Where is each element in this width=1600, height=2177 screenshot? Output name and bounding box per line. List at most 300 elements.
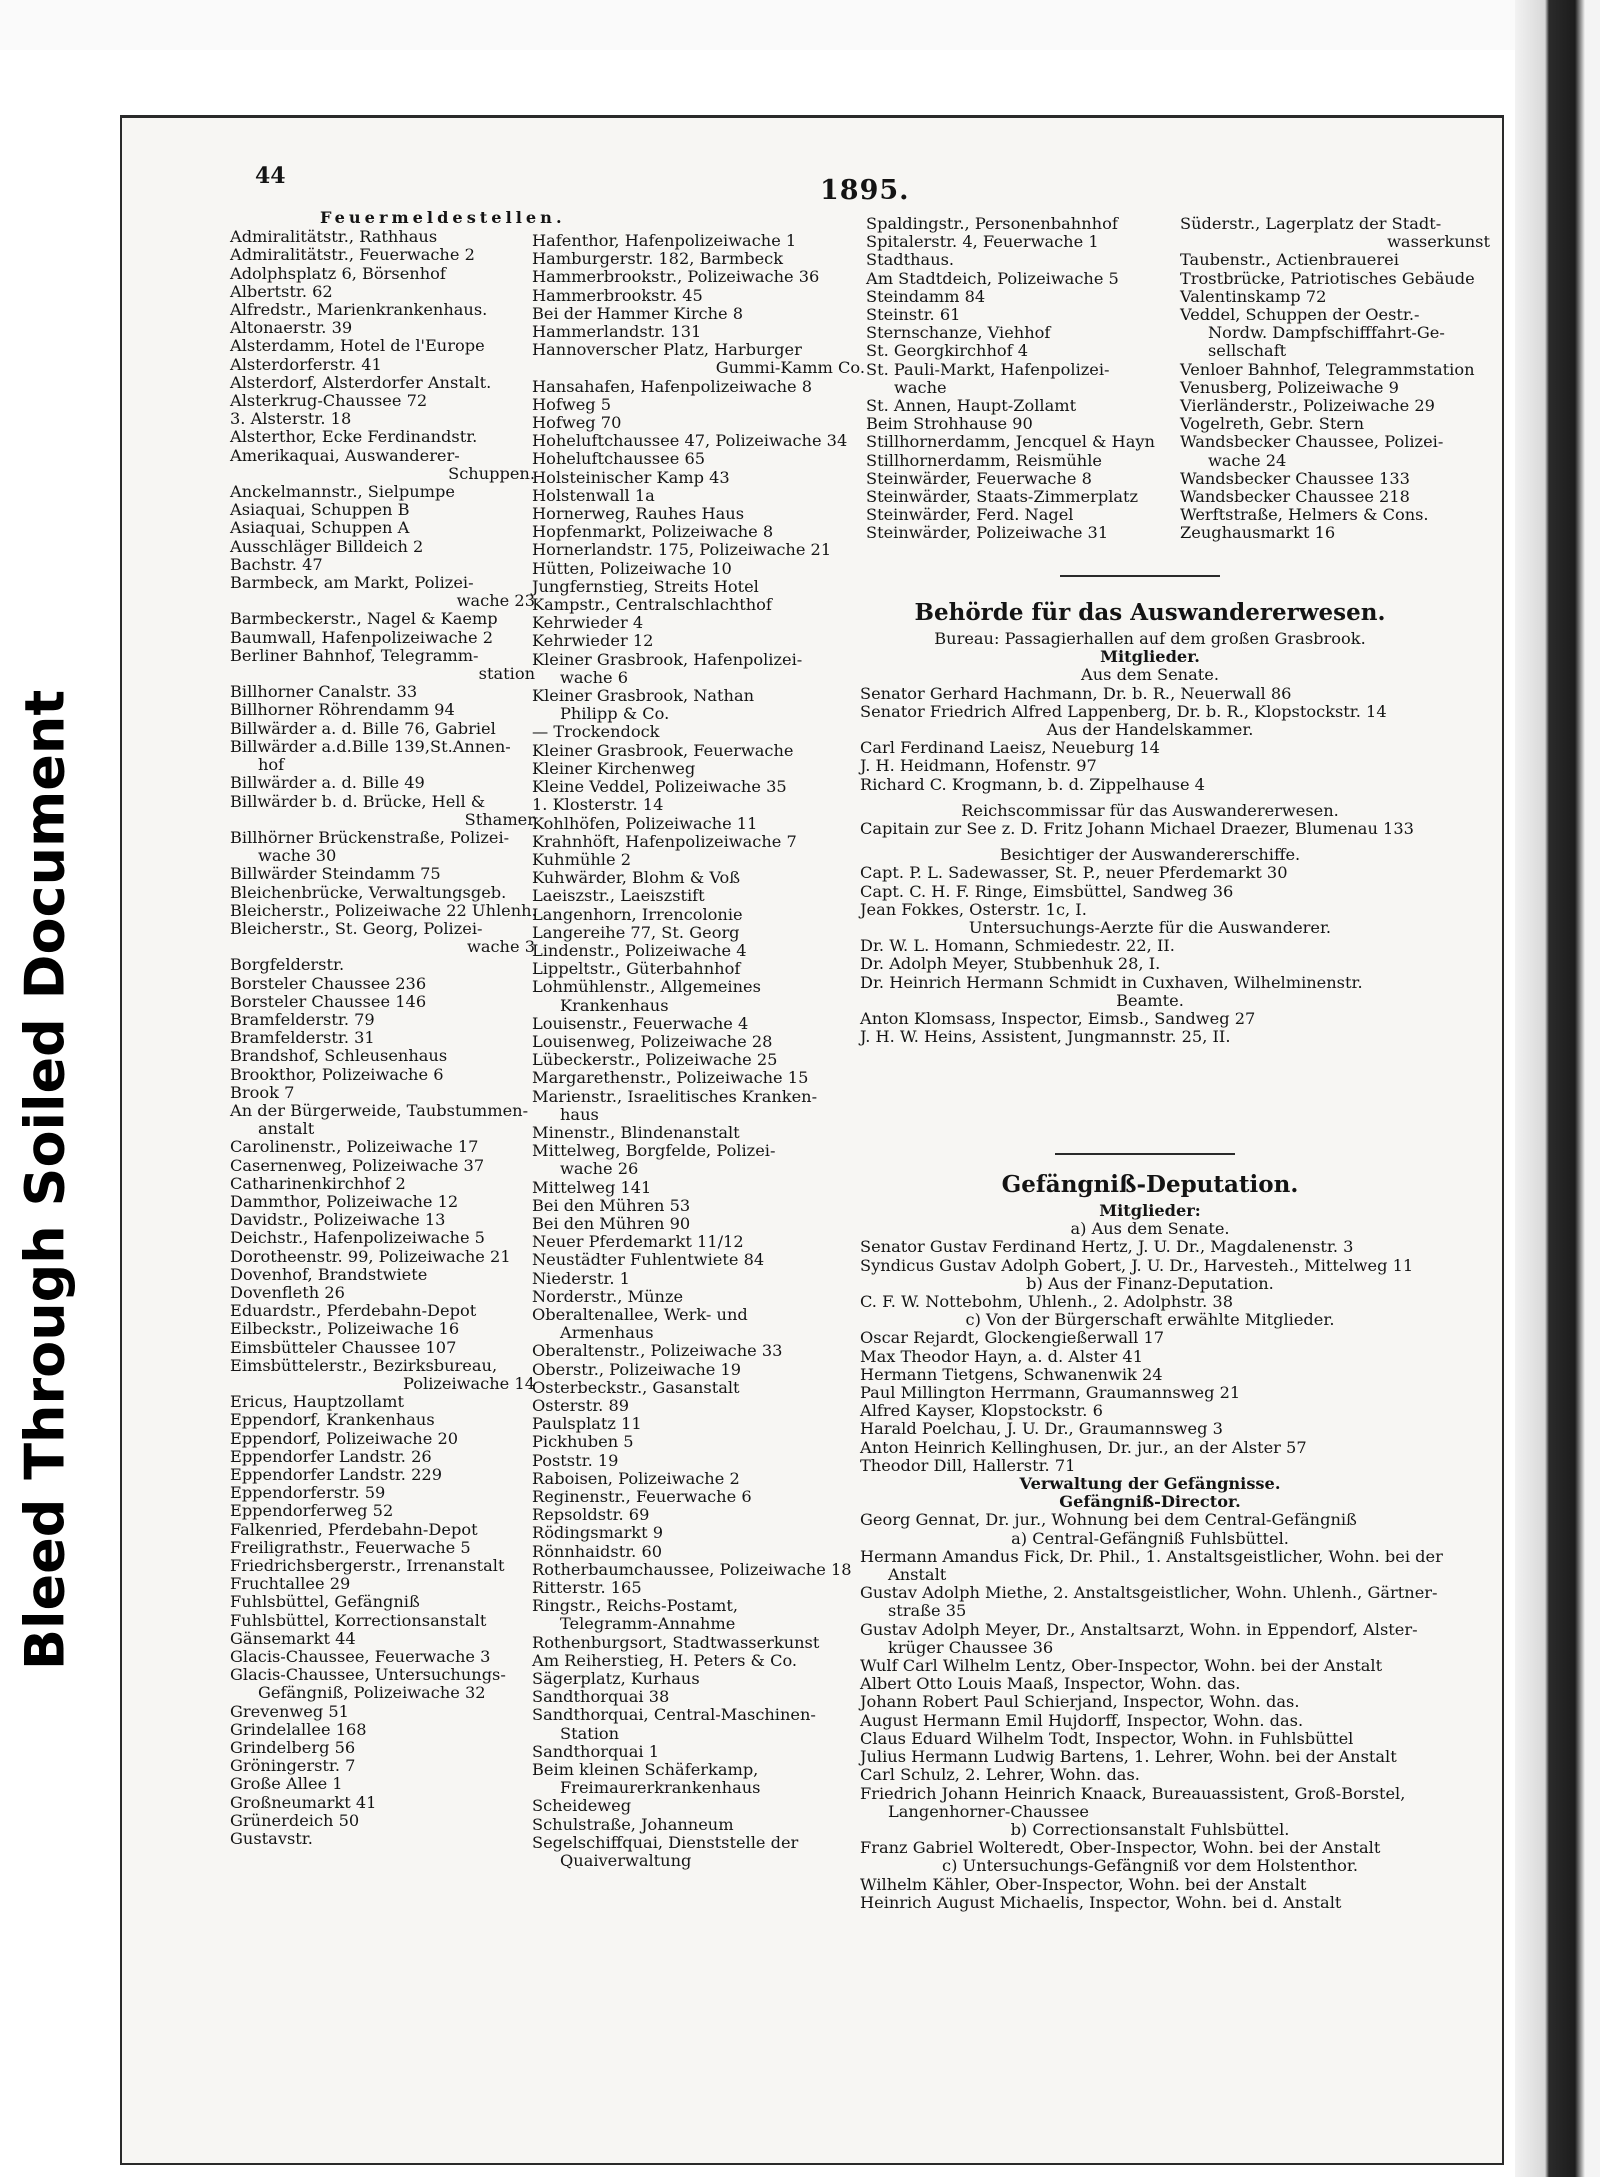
list-item: Hofweg 70: [532, 413, 622, 433]
list-item: Oscar Rejardt, Glockengießerwall 17: [860, 1328, 1165, 1348]
list-item: Gummi-Kamm Co.: [715, 358, 865, 378]
list-item: Vierländerstr., Polizeiwache 29: [1180, 396, 1435, 416]
list-item: Glacis-Chaussee, Untersuchungs-: [230, 1665, 506, 1685]
list-item: haus: [560, 1104, 599, 1124]
list-item: Carl Ferdinand Laeisz, Neueburg 14: [860, 738, 1160, 758]
list-item: Deichstr., Hafenpolizeiwache 5: [230, 1228, 485, 1248]
subheading: Reichscommissar für das Auswandererwesen.: [961, 800, 1339, 820]
list-item: Osterbeckstr., Gasanstalt: [532, 1377, 740, 1397]
list-item: Am Reiherstieg, H. Peters & Co.: [532, 1650, 798, 1670]
list-item: Alsterthor, Ecke Ferdinandstr.: [230, 427, 478, 447]
list-item: Billhörner Brückenstraße, Polizei-: [230, 827, 510, 847]
list-item: Nordw. Dampfschifffahrt-Ge-: [1208, 323, 1445, 343]
section-divider: [1060, 575, 1220, 577]
list-item: Borsteler Chaussee 146: [230, 991, 427, 1011]
list-item: wache: [894, 377, 947, 397]
list-item: Krankenhaus: [560, 995, 669, 1015]
list-item: Harald Poelchau, J. U. Dr., Graumannsweg 3: [860, 1419, 1223, 1439]
list-item: Beim kleinen Schäferkamp,: [532, 1760, 759, 1780]
list-item: Werftstraße, Helmers & Cons.: [1180, 505, 1429, 525]
list-item: station: [478, 664, 535, 684]
list-item: Wandsbecker Chaussee 218: [1180, 487, 1410, 507]
list-item: Billwärder a. d. Bille 76, Gabriel: [230, 718, 496, 738]
list-item: Billwärder Steindamm 75: [230, 864, 441, 884]
page-number: 44: [255, 163, 286, 189]
list-item: wache 23: [456, 591, 535, 611]
list-item: Armenhaus: [560, 1323, 654, 1343]
list-item: Carolinenstr., Polizeiwache 17: [230, 1137, 479, 1157]
list-item: Oberaltenstr., Polizeiwache 33: [532, 1341, 783, 1361]
list-item: Amerikaquai, Auswanderer-: [230, 445, 460, 465]
list-item: Capt. C. H. F. Ringe, Eimsbüttel, Sandweg 36: [860, 881, 1234, 901]
list-item: Billwärder a.d.Bille 139,St.Annen-: [230, 736, 511, 756]
subheading: c) Von der Bürgerschaft erwählte Mitglieder.: [965, 1310, 1335, 1330]
section-divider: [1055, 1153, 1235, 1155]
list-item: Wilhelm Kähler, Ober-Inspector, Wohn. bei der Anstalt: [860, 1874, 1307, 1894]
list-item: 1. Klosterstr. 14: [532, 795, 664, 815]
list-item: Venloer Bahnhof, Telegrammstation: [1180, 359, 1475, 379]
prison-deputation-section: [860, 1168, 1443, 1912]
list-item: Hoheluftchaussee 47, Polizeiwache 34: [532, 431, 848, 451]
list-item: Bleichenbrücke, Verwaltungsgeb.: [230, 882, 507, 902]
list-item: C. F. W. Nottebohm, Uhlenh., 2. Adolphstr. 38: [860, 1292, 1233, 1312]
list-item: Johann Robert Paul Schierjand, Inspector, Wohn. das.: [860, 1692, 1300, 1712]
entry-list: [860, 739, 1440, 794]
list-item: Kleiner Kirchenweg: [532, 758, 696, 778]
list-item: Friedrichsbergerstr., Irrenanstalt: [230, 1556, 505, 1576]
list-item: Louisenstr., Feuerwache 4: [532, 1013, 749, 1033]
list-item: Hornerlandstr. 175, Polizeiwache 21: [532, 540, 832, 560]
list-item: Segelschiffquai, Dienststelle der: [532, 1832, 799, 1852]
list-item: Asiaquai, Schuppen B: [230, 500, 410, 520]
list-item: Fruchtallee 29: [230, 1574, 351, 1594]
list-item: Bleicherstr., Polizeiwache 22 Uhlenh.: [230, 900, 537, 920]
fire-alarm-column-1: [230, 208, 566, 1849]
list-item: Asiaquai, Schuppen A: [230, 518, 410, 538]
list-item: Sandthorquai, Central-Maschinen-: [532, 1705, 816, 1725]
list-item: Ericus, Hauptzollamt: [230, 1392, 405, 1412]
list-item: Brandshof, Schleusenhaus: [230, 1046, 448, 1066]
list-item: Schulstraße, Johanneum: [532, 1814, 734, 1834]
list-item: Steinwärder, Staats-Zimmerplatz: [866, 487, 1139, 507]
list-item: Max Theodor Hayn, a. d. Alster 41: [860, 1346, 1144, 1366]
entry-list: [860, 864, 1440, 919]
list-item: Dr. Heinrich Hermann Schmidt in Cuxhaven, Wilhelminenstr.: [860, 972, 1363, 992]
list-item: Bei der Hammer Kirche 8: [532, 303, 744, 323]
list-item: Sthamer: [464, 809, 535, 829]
list-item: Kleiner Grasbrook, Hafenpolizei-: [532, 649, 803, 669]
list-item: Neustädter Fuhlentwiete 84: [532, 1250, 765, 1270]
list-item: Hammerbrookstr. 45: [532, 285, 703, 305]
list-item: Baumwall, Hafenpolizeiwache 2: [230, 627, 494, 647]
list-item: Gustav Adolph Meyer, Dr., Anstaltsarzt, Wohn. in Eppendorf, Alster-: [860, 1619, 1418, 1639]
list-item: Albertstr. 62: [230, 281, 333, 301]
list-item: Ringstr., Reichs-Postamt,: [532, 1596, 739, 1616]
list-item: Beim Strohhause 90: [866, 414, 1033, 434]
list-item: Langenhorner-Chaussee: [888, 1801, 1089, 1821]
list-item: Hammerbrookstr., Polizeiwache 36: [532, 267, 820, 287]
list-item: Freiligrathstr., Feuerwache 5: [230, 1537, 471, 1557]
list-item: anstalt: [258, 1119, 315, 1139]
list-item: Richard C. Krogmann, b. d. Zippelhause 4: [860, 774, 1205, 794]
list-item: Stillhornerdamm, Jencquel & Hayn: [866, 432, 1155, 452]
list-item: Bramfelderstr. 79: [230, 1009, 375, 1029]
subheading: b) Aus der Finanz-Deputation.: [1026, 1273, 1274, 1293]
list-item: Repsoldstr. 69: [532, 1505, 650, 1525]
list-item: Barmbeck, am Markt, Polizei-: [230, 573, 474, 593]
list-item: Oberstr., Polizeiwache 19: [532, 1359, 742, 1379]
list-item: Philipp & Co.: [560, 704, 670, 724]
list-item: Hammerlandstr. 131: [532, 322, 702, 342]
fire-alarm-column-3: [866, 215, 1181, 543]
subheading: Aus dem Senate.: [1081, 665, 1219, 685]
list-item: Laeiszstr., Laeiszstift: [532, 886, 705, 906]
list-item: Hermann Amandus Fick, Dr. Phil., 1. Anstaltsgeistlicher, Wohn. bei der: [860, 1546, 1443, 1566]
list-item: Eilbeckstr., Polizeiwache 16: [230, 1319, 460, 1339]
list-item: Alfred Kayser, Klopstockstr. 6: [860, 1401, 1103, 1421]
list-item: Alsterdorf, Alsterdorfer Anstalt.: [230, 372, 492, 392]
entry-list: [860, 937, 1440, 992]
list-item: Gustavstr.: [230, 1829, 313, 1849]
list-item: Trostbrücke, Patriotisches Gebäude: [1180, 268, 1475, 288]
list-item: Langereihe 77, St. Georg: [532, 922, 740, 942]
list-item: Quaiverwaltung: [560, 1851, 692, 1871]
list-item: Dovenhof, Brandstwiete: [230, 1264, 428, 1284]
list-item: Alsterdorferstr. 41: [230, 354, 382, 374]
list-item: wache 6: [560, 667, 629, 687]
list-item: Bei den Mühren 90: [532, 1213, 691, 1233]
list-item: Eppendorferweg 52: [230, 1501, 394, 1521]
entry-list: [860, 1876, 1440, 1912]
list-item: Wandsbecker Chaussee, Polizei-: [1180, 432, 1444, 452]
list-item: Spaldingstr., Personenbahnhof: [866, 214, 1118, 233]
list-item: Gänsemarkt 44: [230, 1628, 356, 1648]
list-item: Wulf Carl Wilhelm Lentz, Ober-Inspector, Wohn. bei der Anstalt: [860, 1656, 1383, 1676]
list-item: Oberaltenallee, Werk- und: [532, 1304, 748, 1324]
list-item: Langenhorn, Irrencolonie: [532, 904, 743, 924]
subheading: Mitglieder.: [1100, 647, 1200, 667]
list-item: Catharinenkirchhof 2: [230, 1173, 406, 1193]
subheading: Verwaltung der Gefängnisse.: [1019, 1474, 1281, 1494]
list-item: Venusberg, Polizeiwache 9: [1180, 377, 1399, 397]
list-item: Station: [560, 1723, 620, 1743]
list-item: Norderstr., Münze: [532, 1286, 684, 1306]
list-item: Marienstr., Israelitisches Kranken-: [532, 1086, 818, 1106]
list-item: Dr. W. L. Homann, Schmiedestr. 22, II.: [860, 936, 1175, 956]
list-item: hof: [258, 755, 285, 775]
list-item: Paulsplatz 11: [532, 1414, 642, 1434]
list-item: Rotherbaumchaussee, Polizeiwache 18: [532, 1559, 852, 1579]
entry-list: [860, 1238, 1440, 1274]
list-item: Hermann Tietgens, Schwanenwik 24: [860, 1364, 1163, 1384]
list-item: Berliner Bahnhof, Telegramm-: [230, 645, 479, 665]
list-item: — Trockendock: [532, 722, 660, 742]
list-item: Reginenstr., Feuerwache 6: [532, 1487, 752, 1507]
list-item: Carl Schulz, 2. Lehrer, Wohn. das.: [860, 1765, 1140, 1785]
list-item: Steinstr. 61: [866, 305, 961, 325]
list-item: Billhorner Röhrendamm 94: [230, 700, 455, 720]
list-item: Hannoverscher Platz, Harburger: [532, 340, 802, 360]
entry-list: [860, 1839, 1440, 1857]
list-item: Rödingsmarkt 9: [532, 1523, 664, 1543]
list-item: Admiralitätstr., Rathhaus: [230, 227, 438, 247]
subheading: Beamte.: [1116, 990, 1184, 1010]
list-item: Am Stadtdeich, Polizeiwache 5: [866, 268, 1119, 288]
list-item: Senator Gustav Ferdinand Hertz, J. U. Dr., Magdalenenstr. 3: [860, 1237, 1354, 1257]
subheading: c) Untersuchungs-Gefängniß vor dem Holstenthor.: [942, 1856, 1358, 1876]
list-item: Georg Gennat, Dr. jur., Wohnung bei dem Central-Gefängniß: [860, 1510, 1357, 1530]
list-item: Lohmühlenstr., Allgemeines: [532, 977, 761, 997]
list-item: August Hermann Emil Hujdorff, Inspector, Wohn. das.: [860, 1710, 1304, 1730]
list-item: Lippeltstr., Güterbahnhof: [532, 959, 741, 979]
list-item: Franz Gabriel Wolteredt, Ober-Inspector, Wohn. bei der Anstalt: [860, 1838, 1381, 1858]
list-item: Kohlhöfen, Polizeiwache 11: [532, 813, 758, 833]
list-item: Kleine Veddel, Polizeiwache 35: [532, 777, 787, 797]
list-item: sellschaft: [1208, 341, 1287, 361]
list-item: Veddel, Schuppen der Oestr.-: [1180, 305, 1420, 325]
entry-list: [860, 685, 1440, 721]
list-item: Brookthor, Polizeiwache 6: [230, 1064, 444, 1084]
list-item: Rothenburgsort, Stadtwasserkunst: [532, 1632, 820, 1652]
list-item: Zeughausmarkt 16: [1180, 523, 1336, 543]
list-item: Große Allee 1: [230, 1774, 343, 1794]
list-item: Eppendorf, Polizeiwache 20: [230, 1428, 459, 1448]
fire-alarm-column-4: [1180, 215, 1490, 543]
list-item: Eimsbütteler Chaussee 107: [230, 1337, 457, 1357]
list-item: Theodor Dill, Hallerstr. 71: [860, 1455, 1076, 1475]
list-item: Gustav Adolph Miethe, 2. Anstaltsgeistlicher, Wohn. Uhlenh., Gärtner-: [860, 1583, 1438, 1603]
list-item: Borsteler Chaussee 236: [230, 973, 427, 993]
list-item: Minenstr., Blindenanstalt: [532, 1122, 740, 1142]
list-item: Eppendorfer Landstr. 26: [230, 1446, 432, 1466]
list-item: Taubenstr., Actienbrauerei: [1180, 250, 1399, 270]
list-item: Margarethenstr., Polizeiwache 15: [532, 1068, 809, 1088]
list-item: Kehrwieder 4: [532, 613, 644, 633]
entry-list: [860, 1329, 1440, 1475]
list-item: Alsterdamm, Hotel de l'Europe: [230, 336, 485, 356]
list-item: Valentinskamp 72: [1180, 286, 1327, 306]
list-item: Osterstr. 89: [532, 1396, 630, 1415]
list-item: Großneumarkt 41: [230, 1792, 377, 1812]
condition-note-sidebar: [0, 640, 90, 1720]
list-item: Vogelreth, Gebr. Stern: [1180, 414, 1365, 434]
list-item: Holstenwall 1a: [532, 485, 655, 505]
list-item: Raboisen, Polizeiwache 2: [532, 1468, 740, 1488]
list-item: Hansahafen, Hafenpolizeiwache 8: [532, 376, 813, 396]
list-item: Dorotheenstr. 99, Polizeiwache 21: [230, 1246, 511, 1266]
list-item: Dr. Adolph Meyer, Stubbenhuk 28, I.: [860, 954, 1161, 974]
list-item: wache 24: [1208, 450, 1287, 470]
list-item: Hoheluftchaussee 65: [532, 449, 706, 469]
list-item: Borgfelderstr.: [230, 955, 345, 975]
subheading: a) Central-Gefängniß Fuhlsbüttel.: [1011, 1528, 1289, 1548]
list-item: Hornerweg, Rauhes Haus: [532, 504, 745, 524]
list-item: Hopfenmarkt, Polizeiwache 8: [532, 522, 774, 542]
list-item: Anton Heinrich Kellinghusen, Dr. jur., an der Alster 57: [860, 1437, 1307, 1457]
list-item: Lindenstr., Polizeiwache 4: [532, 940, 747, 960]
list-item: J. H. Heidmann, Hofenstr. 97: [860, 756, 1097, 776]
entry-list: [860, 1546, 1443, 1821]
list-item: Poststr. 19: [532, 1450, 619, 1470]
list-item: Hafenthor, Hafenpolizeiwache 1: [532, 231, 797, 250]
list-item: Holsteinischer Kamp 43: [532, 467, 730, 487]
list-item: Syndicus Gustav Adolph Gobert, J. U. Dr., Harvesteh., Mittelweg 11: [860, 1255, 1414, 1275]
list-item: Ausschläger Billdeich 2: [230, 536, 424, 556]
list-item: Niederstr. 1: [532, 1268, 630, 1288]
list-item: Mittelweg 141: [532, 1177, 652, 1197]
list-item: Anstalt: [888, 1565, 947, 1585]
list-item: krüger Chaussee 36: [888, 1637, 1054, 1657]
list-item: Jean Fokkes, Osterstr. 1c, I.: [860, 899, 1087, 919]
list-item: Polizeiwache 14: [403, 1374, 535, 1393]
list-item: Süderstr., Lagerplatz der Stadt-: [1180, 214, 1442, 233]
list-item: Davidstr., Polizeiwache 13: [230, 1210, 446, 1230]
bureau-line: Bureau: Passagierhallen auf dem großen Grasbrook.: [934, 629, 1366, 648]
list-item: Pickhuben 5: [532, 1432, 634, 1452]
section-title: Gefängniß-Deputation.: [1001, 1171, 1299, 1198]
list-item: Bramfelderstr. 31: [230, 1028, 375, 1048]
subheading: Besichtiger der Auswandererschiffe.: [999, 845, 1301, 865]
list-item: 3. Alsterstr. 18: [230, 409, 352, 429]
list-item: wache 26: [560, 1159, 639, 1179]
subheading: Untersuchungs-Aerzte für die Auswanderer.: [968, 918, 1332, 938]
list-item: Senator Gerhard Hachmann, Dr. b. R., Neuerwall 86: [860, 683, 1292, 703]
list-item: Dammthor, Polizeiwache 12: [230, 1191, 459, 1211]
subheading: Mitglieder:: [1099, 1201, 1201, 1220]
list-item: Sandthorquai 38: [532, 1687, 670, 1707]
list-item: straße 35: [888, 1601, 967, 1621]
list-item: Jungfernstieg, Streits Hotel: [532, 576, 759, 596]
list-item: Stadthaus.: [866, 250, 955, 270]
list-item: Gefängniß, Polizeiwache 32: [258, 1683, 486, 1703]
list-item: Senator Friedrich Alfred Lappenberg, Dr. b. R., Klopstockstr. 14: [860, 701, 1387, 721]
list-item: St. Georgkirchhof 4: [866, 341, 1029, 361]
list-item: Ritterstr. 165: [532, 1578, 642, 1598]
list-item: Alfredstr., Marienkrankenhaus.: [230, 300, 488, 320]
list-item: Kuhwärder, Blohm & Voß: [532, 868, 741, 888]
list-item: Eppendorf, Krankenhaus: [230, 1410, 435, 1430]
list-item: Kleiner Grasbrook, Nathan: [532, 686, 755, 706]
list-item: Dovenfleth 26: [230, 1282, 345, 1302]
list-item: Altonaerstr. 39: [230, 318, 353, 338]
section-title: Feuermeldestellen.: [320, 208, 566, 227]
condition-note-label: Bleed Through Soiled Document: [13, 689, 77, 1671]
list-item: wache 3: [466, 937, 535, 957]
subheading: a) Aus dem Senate.: [1070, 1219, 1230, 1239]
list-item: Eppendorfer Landstr. 229: [230, 1465, 442, 1485]
emigration-authority-section: [860, 596, 1440, 1046]
list-item: Scheideweg: [532, 1796, 632, 1816]
list-item: wasserkunst: [1387, 232, 1490, 252]
list-item: Hütten, Polizeiwache 10: [532, 558, 732, 578]
list-item: Kuhmühle 2: [532, 849, 631, 869]
list-item: Kleiner Grasbrook, Feuerwache: [532, 740, 794, 760]
list-item: Barmbeckerstr., Nagel & Kaemp: [230, 609, 498, 629]
list-item: Anton Klomsass, Inspector, Eimsb., Sandweg 27: [860, 1009, 1256, 1029]
list-item: Admiralitätstr., Feuerwache 2: [230, 245, 475, 265]
list-item: Bachstr. 47: [230, 554, 323, 574]
subheading: b) Correctionsanstalt Fuhlsbüttel.: [1010, 1819, 1290, 1839]
section-title: Behörde für das Auswandererwesen.: [914, 599, 1386, 626]
list-item: Anckelmannstr., Sielpumpe: [230, 482, 455, 502]
list-item: Kampstr., Centralschlachthof: [532, 595, 772, 615]
list-item: Lübeckerstr., Polizeiwache 25: [532, 1050, 778, 1070]
list-item: Casernenweg, Polizeiwache 37: [230, 1155, 485, 1175]
list-item: Glacis-Chaussee, Feuerwache 3: [230, 1647, 491, 1667]
scan-right-edge: [1515, 0, 1600, 2177]
list-item: Stillhornerdamm, Reismühle: [866, 450, 1102, 470]
list-item: Adolphsplatz 6, Börsenhof: [230, 263, 446, 283]
list-item: Heinrich August Michaelis, Inspector, Wohn. bei d. Anstalt: [860, 1892, 1342, 1912]
list-item: Steinwärder, Polizeiwache 31: [866, 523, 1109, 543]
list-item: Schuppen.: [448, 463, 535, 483]
subheading: Aus der Handelskammer.: [1046, 720, 1254, 740]
list-item: Hofweg 5: [532, 394, 612, 414]
list-item: Steinwärder, Ferd. Nagel: [866, 505, 1074, 525]
list-item: Bleicherstr., St. Georg, Polizei-: [230, 918, 483, 938]
list-item: Eppendorferstr. 59: [230, 1483, 386, 1503]
list-item: Billwärder b. d. Brücke, Hell &: [230, 791, 486, 811]
fire-alarm-column-2: [532, 232, 865, 1870]
list-item: Rönnhaidstr. 60: [532, 1541, 663, 1561]
list-item: Falkenried, Pferdebahn-Depot: [230, 1519, 478, 1539]
list-item: wache 30: [258, 846, 337, 866]
list-item: Billwärder a. d. Bille 49: [230, 773, 425, 793]
list-item: St. Pauli-Markt, Hafenpolizei-: [866, 359, 1110, 379]
list-item: Albert Otto Louis Maaß, Inspector, Wohn. das.: [860, 1674, 1241, 1694]
list-item: Krahnhöft, Hafenpolizeiwache 7: [532, 831, 797, 851]
list-item: Fuhlsbüttel, Gefängniß: [230, 1592, 420, 1612]
list-item: Billhorner Canalstr. 33: [230, 682, 418, 702]
list-item: Fuhlsbüttel, Korrectionsanstalt: [230, 1610, 487, 1630]
list-item: Steindamm 84: [866, 286, 986, 306]
page-year: 1895.: [820, 175, 910, 206]
list-item: Brook 7: [230, 1082, 295, 1102]
list-item: Gröningerstr. 7: [230, 1756, 356, 1776]
list-item: Grindelberg 56: [230, 1738, 356, 1758]
list-item: Telegramm-Annahme: [560, 1614, 736, 1634]
list-item: Sternschanze, Viehhof: [866, 323, 1051, 343]
list-item: Sägerplatz, Kurhaus: [532, 1669, 700, 1689]
subheading: Gefängniß-Director.: [1059, 1492, 1241, 1512]
list-item: J. H. W. Heins, Assistent, Jungmannstr. 25, II.: [860, 1027, 1231, 1047]
list-item: Grindelallee 168: [230, 1719, 367, 1739]
list-item: Freimaurerkrankenhaus: [560, 1778, 761, 1798]
list-item: Eduardstr., Pferdebahn-Depot: [230, 1301, 477, 1321]
list-item: Grünerdeich 50: [230, 1810, 360, 1830]
list-item: Eimsbüttelerstr., Bezirksbureau,: [230, 1355, 498, 1375]
list-item: Capitain zur See z. D. Fritz Johann Michael Draezer, Blumenau 133: [860, 819, 1414, 839]
list-item: Kehrwieder 12: [532, 631, 654, 651]
list-item: Louisenweg, Polizeiwache 28: [532, 1031, 773, 1051]
list-item: Paul Millington Herrmann, Graumannsweg 21: [860, 1383, 1241, 1403]
list-item: Claus Eduard Wilhelm Todt, Inspector, Wohn. in Fuhlsbüttel: [860, 1728, 1354, 1748]
list-item: Neuer Pferdemarkt 11/12: [532, 1232, 744, 1252]
list-item: An der Bürgerweide, Taubstummen-: [230, 1100, 529, 1120]
list-item: Spitalerstr. 4, Feuerwache 1: [866, 232, 1099, 252]
list-item: Steinwärder, Feuerwache 8: [866, 468, 1092, 488]
list-item: Grevenweg 51: [230, 1701, 349, 1721]
list-item: Hamburgerstr. 182, Barmbeck: [532, 249, 784, 269]
list-item: Sandthorquai 1: [532, 1741, 660, 1761]
list-item: Wandsbecker Chaussee 133: [1180, 468, 1410, 488]
list-item: Mittelweg, Borgfelde, Polizei-: [532, 1141, 776, 1161]
list-item: Friedrich Johann Heinrich Knaack, Bureauassistent, Groß-Borstel,: [860, 1783, 1406, 1803]
entry-list: [860, 1010, 1440, 1046]
list-item: Julius Hermann Ludwig Bartens, 1. Lehrer, Wohn. bei der Anstalt: [860, 1747, 1397, 1767]
list-item: Alsterkrug-Chaussee 72: [230, 391, 428, 411]
entry-list: [860, 1293, 1440, 1311]
